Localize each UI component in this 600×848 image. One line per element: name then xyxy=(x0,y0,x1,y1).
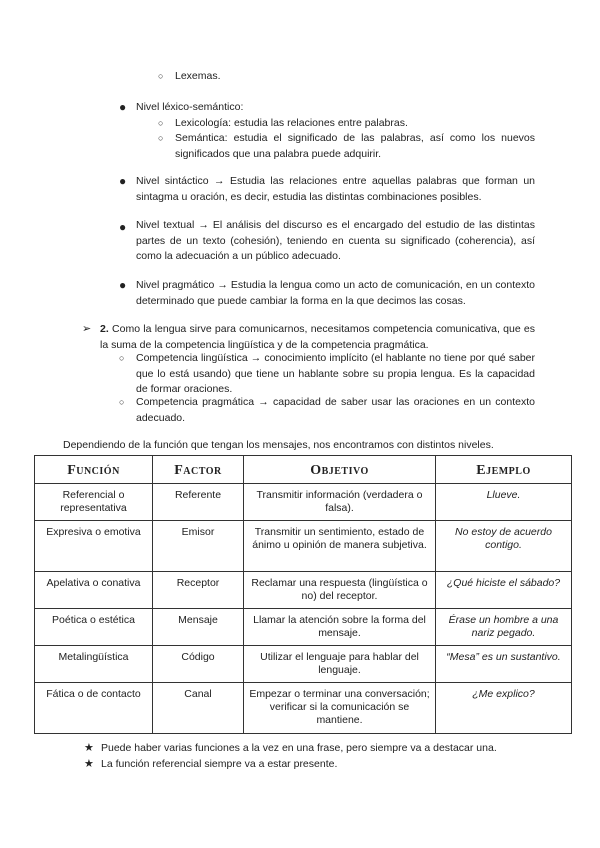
bullet-icon: ● xyxy=(119,174,127,188)
star-icon: ★ xyxy=(84,742,94,754)
cell-funcion: Metalingüística xyxy=(35,646,153,683)
cell-factor: Código xyxy=(153,646,244,683)
lexemas-item: Lexemas. xyxy=(175,70,221,82)
cell-ejemplo: ¿Qué hiciste el sábado? xyxy=(436,572,572,609)
header-objetivo: Objetivo xyxy=(244,456,436,484)
cell-ejemplo: No estoy de acuerdo contigo. xyxy=(436,521,572,572)
hollow-bullet-icon: ○ xyxy=(119,353,125,363)
table-row xyxy=(35,572,572,609)
hollow-bullet-icon: ○ xyxy=(158,118,164,128)
cell-ejemplo: ¿Me explico? xyxy=(436,683,572,734)
cell-factor: Receptor xyxy=(153,572,244,609)
cell-factor: Referente xyxy=(153,484,244,521)
point2-text: Como la lengua sirve para comunicarnos, necesitamos competencia comunicativa, que es la suma de la competencia lingüística y de la competencia pragmática. xyxy=(100,323,536,351)
bullet-icon: ● xyxy=(119,278,127,292)
cell-funcion: Poética o estética xyxy=(35,609,153,646)
cell-factor: Mensaje xyxy=(153,609,244,646)
hollow-bullet-icon: ○ xyxy=(158,71,164,81)
cell-objetivo: Llamar la atención sobre la forma del mensaje. xyxy=(244,609,436,646)
header-funcion: Función xyxy=(35,456,153,484)
cell-objetivo: Empezar o terminar una conversación; verificar si la comunicación se mantiene. xyxy=(244,683,436,734)
nivel-pragmatico: Nivel pragmático → Estudia la lengua como un acto de comunicación, en un contexto determinado que puede cambiar la forma en la que decimos las cosas. xyxy=(136,279,535,307)
header-ejemplo: Ejemplo xyxy=(436,456,572,484)
cell-funcion: Referencial o representativa xyxy=(35,484,153,521)
competencia-linguistica: Competencia lingüística → conocimiento implícito (el hablante no tiene por qué saber que lo está usando) que tiene un hablante sobre su propia lengua. Es la capacidad de formar oraciones. xyxy=(136,352,535,395)
table-row xyxy=(35,646,572,683)
hollow-bullet-icon: ○ xyxy=(158,133,164,143)
cell-funcion: Apelativa o conativa xyxy=(35,572,153,609)
point2-number: 2. xyxy=(100,323,109,335)
cell-objetivo: Reclamar una respuesta (lingüística o no) del receptor. xyxy=(244,572,436,609)
cell-objetivo: Utilizar el lenguaje para hablar del lenguaje. xyxy=(244,646,436,683)
note-2: La función referencial siempre va a estar presente. xyxy=(101,758,338,770)
cell-ejemplo: Llueve. xyxy=(436,484,572,521)
nivel-sintactico: Nivel sintáctico → Estudia las relaciones entre aquellas palabras que forman un sintagma u oración, es decir, estudia las distintas combinaciones posibles. xyxy=(136,175,535,203)
semantica-item: Semántica: estudia el significado de las palabras, así como los nuevos significados que una palabra puede adquirir. xyxy=(175,132,535,160)
table-row xyxy=(35,484,572,521)
table-row xyxy=(35,521,572,572)
cell-factor: Emisor xyxy=(153,521,244,572)
lexicologia-item: Lexicología: estudia las relaciones entre palabras. xyxy=(175,117,408,129)
note-1: Puede haber varias funciones a la vez en una frase, pero siempre va a destacar una. xyxy=(101,742,497,754)
table-row xyxy=(35,683,572,734)
bullet-icon: ● xyxy=(119,100,127,114)
star-icon: ★ xyxy=(84,758,94,770)
table-row xyxy=(35,609,572,646)
arrow-bullet-icon: ➢ xyxy=(82,323,92,335)
functions-table xyxy=(34,455,572,734)
cell-funcion: Fática o de contacto xyxy=(35,683,153,734)
table-header-row xyxy=(35,456,572,484)
bullet-icon: ● xyxy=(119,220,127,234)
competencia-pragmatica: Competencia pragmática → capacidad de saber usar las oraciones en un contexto adecuado. xyxy=(136,396,535,424)
cell-objetivo: Transmitir información (verdadera o falsa). xyxy=(244,484,436,521)
cell-factor: Canal xyxy=(153,683,244,734)
table-intro: Dependiendo de la función que tengan los mensajes, nos encontramos con distintos niveles. xyxy=(63,439,494,451)
point2-paragraph xyxy=(100,322,535,353)
nivel-textual: Nivel textual → El análisis del discurso es el encargado del estudio de las distintas partes de un texto (cohesión), teniendo en cuenta su significado (coherencia), así como la adecuación a un público adecuado. xyxy=(136,219,535,262)
header-factor: Factor xyxy=(153,456,244,484)
lexico-title: Nivel léxico-semántico: xyxy=(136,101,244,113)
cell-ejemplo: Érase un hombre a una nariz pegado. xyxy=(436,609,572,646)
cell-ejemplo: “Mesa” es un sustantivo. xyxy=(436,646,572,683)
cell-objetivo: Transmitir un sentimiento, estado de ánimo u opinión de manera subjetiva. xyxy=(244,521,436,572)
hollow-bullet-icon: ○ xyxy=(119,397,125,407)
cell-funcion: Expresiva o emotiva xyxy=(35,521,153,572)
